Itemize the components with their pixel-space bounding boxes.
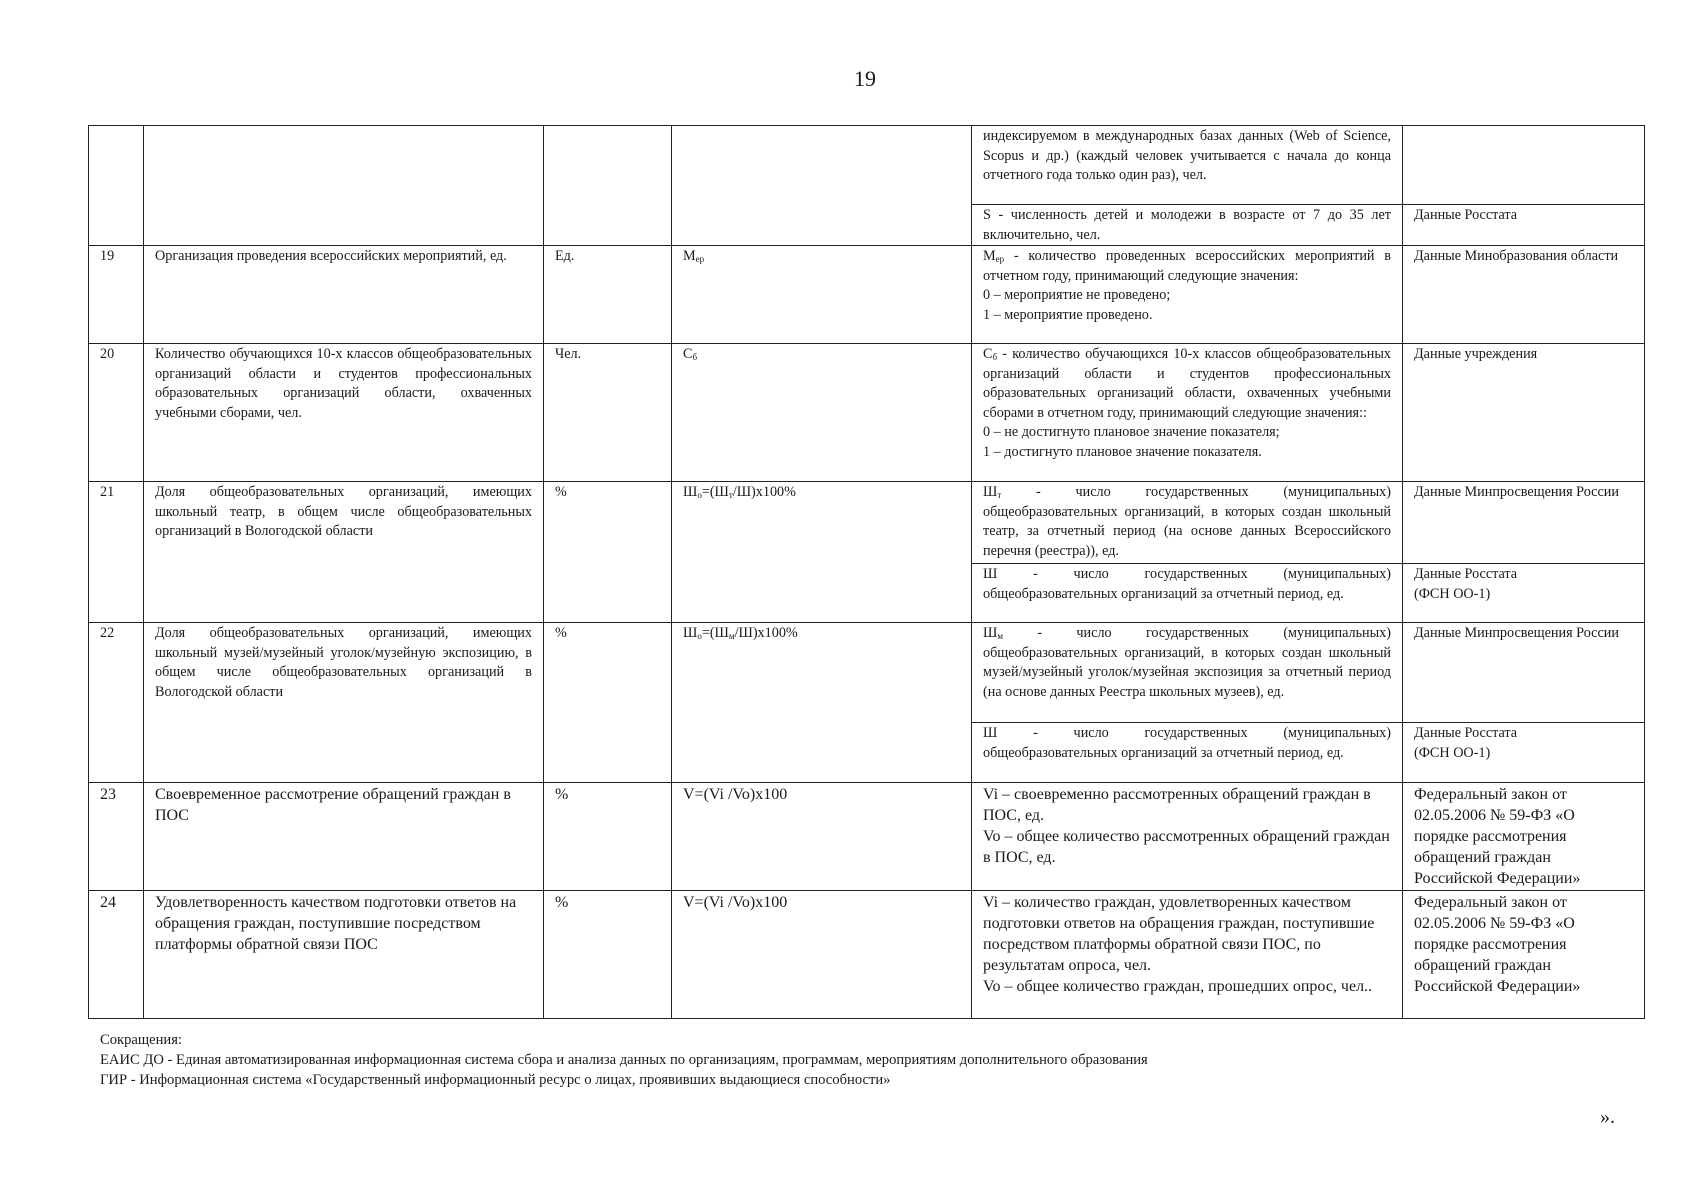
unit-cell: Ед. (544, 246, 672, 344)
description-cell: $М_{ер}$ - количество проведенных всероссийских мероприятий в отчетном году, принимающий следующие значения: 0 – мероприятие не проведено; 1 – мероприятие проведено. (972, 246, 1403, 344)
closing-quote-mark: ». (1600, 1106, 1615, 1128)
abbreviation-line: ЕАИС ДО - Единая автоматизированная информационная система сбора и анализа данных по организациям, программам, мероприятиям дополнительного образования (100, 1052, 1148, 1068)
table-row (89, 482, 1645, 564)
description-cell: Vi – количество граждан, удовлетворенных качеством подготовки ответов на обращения граждан, поступившие посредством платформы обратной связи ПОС, по результатам опроса, чел. Vo – общее количество граждан, прошедших опрос, чел.. (972, 891, 1403, 1019)
table-row (89, 246, 1645, 344)
description-cell: S - численность детей и молодежи в возрасте от 7 до 35 лет включительно, чел. (972, 205, 1403, 246)
formula-cell: $С_б$ (672, 344, 972, 482)
source-cell: Федеральный закон от 02.05.2006 № 59-ФЗ «О порядке рассмотрения обращений граждан Российской Федерации» (1403, 891, 1645, 1019)
source-cell: Данные Росстата (ФСН ОО-1) (1403, 564, 1645, 623)
formula-cell: $М_{ер}$ (672, 246, 972, 344)
abbreviation-line: ГИР - Информационная система «Государственный информационный ресурс о лицах, проявивших выдающиеся способности» (100, 1072, 891, 1088)
table-row (89, 344, 1645, 482)
indicator-cell: Организация проведения всероссийских мероприятий, ед. (144, 246, 544, 344)
page-number: 19 (854, 66, 876, 91)
indicator-cell: Количество обучающихся 10-х классов общеобразовательных организаций области и студентов профессиональных образовательных организаций области, охваченных учебными сборами, чел. (144, 344, 544, 482)
source-cell: Данные Росстата (1403, 205, 1645, 246)
abbreviations-block (100, 1030, 1600, 1090)
source-cell: Данные Минобразования области (1403, 246, 1645, 344)
formula-cell: V=(Vi /Vo)x100 (672, 783, 972, 891)
table-row (89, 126, 1645, 205)
table-row (89, 783, 1645, 891)
unit-cell: % (544, 623, 672, 783)
description-cell: $Ш_т$ - число государственных (муниципальных) общеобразовательных организаций, в которых создан школьный театр, за отчетный период (на основе данных Всероссийского перечня (реестра)), ед. (972, 482, 1403, 564)
table-row (89, 623, 1645, 723)
unit-cell: % (544, 482, 672, 623)
row-number: 23 (89, 783, 144, 891)
abbreviations-heading: Сокращения: (100, 1032, 182, 1048)
indicator-cell: Доля общеобразовательных организаций, имеющих школьный музей/музейный уголок/музейную экспозицию, в общем числе общеобразовательных организаций в Вологодской области (144, 623, 544, 783)
description-cell: $Ш_м$ - число государственных (муниципальных) общеобразовательных организаций, в которых создан школьный музей/музейный уголок/музейная экспозиция за отчетный период (на основе данных Реестра школьных музеев), ед. (972, 623, 1403, 723)
indicators-table (88, 125, 1645, 1019)
row-number: 24 (89, 891, 144, 1019)
formula-cell: V=(Vi /Vo)x100 (672, 891, 972, 1019)
row-number: 22 (89, 623, 144, 783)
indicator-cell: Доля общеобразовательных организаций, имеющих школьный театр, в общем числе общеобразовательных организаций в Вологодской области (144, 482, 544, 623)
description-cell: Ш - число государственных (муниципальных) общеобразовательных организаций за отчетный период, ед. (972, 723, 1403, 783)
table-row (89, 891, 1645, 1019)
source-cell: Данные Росстата (ФСН ОО-1) (1403, 723, 1645, 783)
source-cell: Данные учреждения (1403, 344, 1645, 482)
source-cell: Данные Минпросвещения России (1403, 623, 1645, 723)
description-cell: индексируемом в международных базах данных (Web of Science, Scopus и др.) (каждый человек учитывается с начала до конца отчетного года только один раз), чел. (972, 126, 1403, 205)
indicator-cell: Удовлетворенность качеством подготовки ответов на обращения граждан, поступившие посредством платформы обратной связи ПОС (144, 891, 544, 1019)
formula-cell: $Ш_о=(Ш_т/Ш)х100\%$ (672, 482, 972, 623)
description-cell: Vi – своевременно рассмотренных обращений граждан в ПОС, ед. Vo – общее количество рассмотренных обращений граждан в ПОС, ед. (972, 783, 1403, 891)
description-cell: Ш - число государственных (муниципальных) общеобразовательных организаций за отчетный период, ед. (972, 564, 1403, 623)
unit-cell: % (544, 783, 672, 891)
source-cell: Данные Минпросвещения России (1403, 482, 1645, 564)
source-cell: Федеральный закон от 02.05.2006 № 59-ФЗ «О порядке рассмотрения обращений граждан Российской Федерации» (1403, 783, 1645, 891)
unit-cell: % (544, 891, 672, 1019)
description-cell: $С_б$ - количество обучающихся 10-х классов общеобразовательных организаций области и студентов профессиональных образовательных организаций области, охваченных учебными сборами в отчетном году, принимающий следующие значения:: 0 – не достигнуто плановое значение показателя; 1 – достигнуто плановое значение показателя. (972, 344, 1403, 482)
row-number: 21 (89, 482, 144, 623)
unit-cell: Чел. (544, 344, 672, 482)
formula-cell: $Ш_о=(Ш_м/Ш)х100\%$ (672, 623, 972, 783)
row-number: 20 (89, 344, 144, 482)
row-number: 19 (89, 246, 144, 344)
indicator-cell: Своевременное рассмотрение обращений граждан в ПОС (144, 783, 544, 891)
